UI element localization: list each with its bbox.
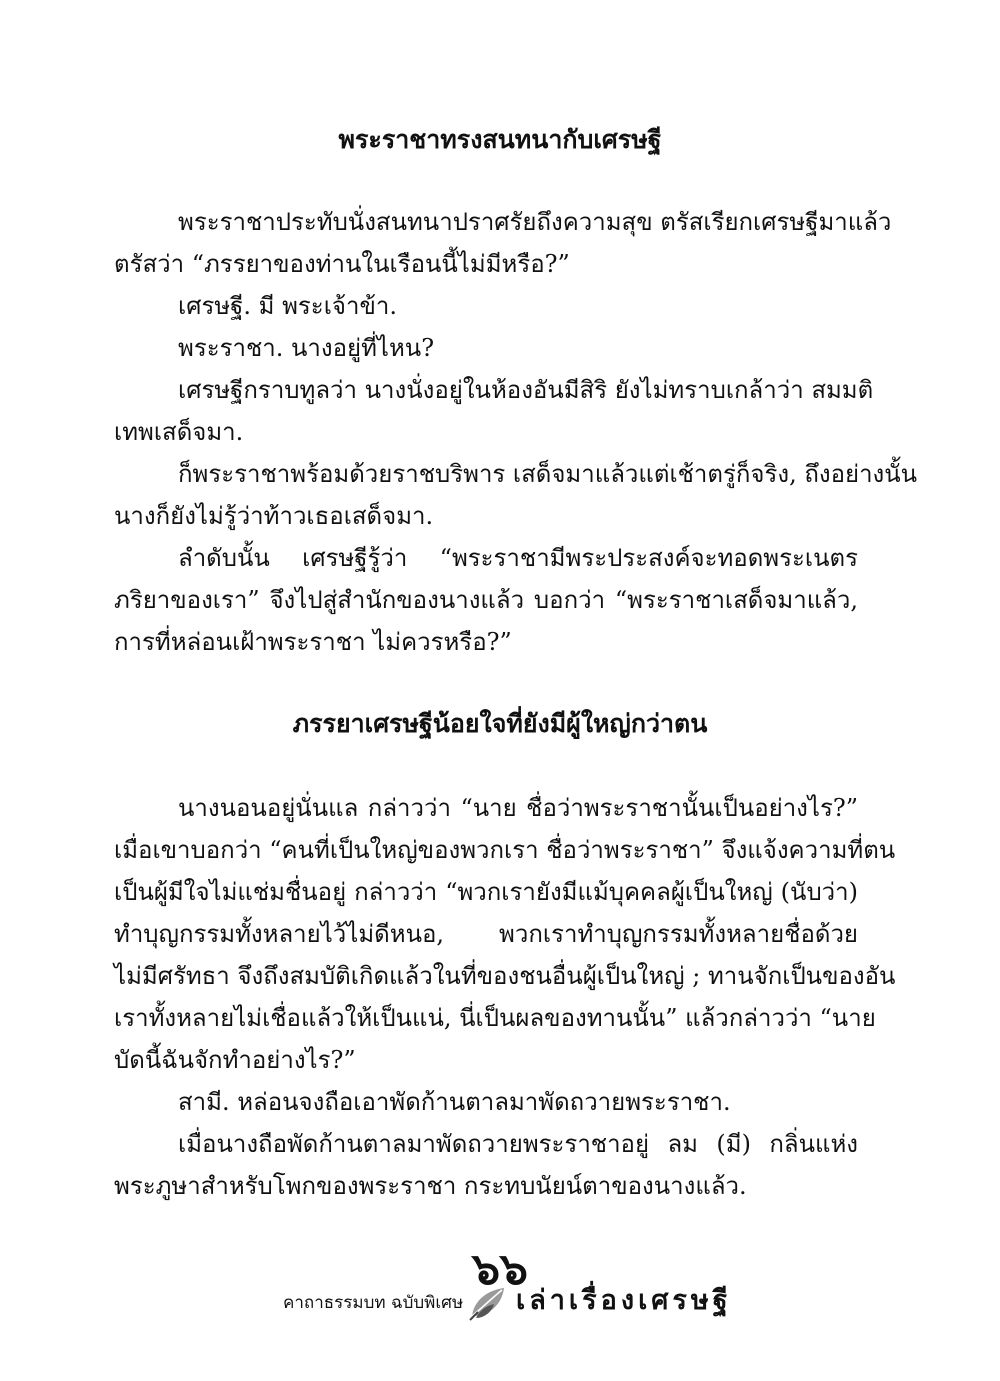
dialogue-line: สามี. หล่อนจงถือเอาพัดก้านตาลมาพัดถวายพระราชา.	[178, 1088, 731, 1116]
book-title: คาถาธรรมบท ฉบับพิเศษ	[283, 1293, 464, 1313]
paragraph-line: นางก็ยังไม่รู้ว่าท้าวเธอเสด็จมา.	[114, 502, 434, 530]
leaf-icon	[466, 1282, 512, 1322]
paragraph-line: เราทั้งหลายไม่เชื่อแล้วให้เป็นแน่, นี่เป็นผลของทานนั้น” แล้วกล่าวว่า “นาย	[114, 1004, 876, 1032]
paragraph-line: เทพเสด็จมา.	[114, 418, 244, 446]
paragraph-line: ทำบุญกรรมทั้งหลายไว้ไม่ดีหนอ, พวกเราทำบุญกรรมทั้งหลายชื่อด้วย	[114, 920, 858, 948]
paragraph-line: พระภูษาสำหรับโพกของพระราชา กระทบนัยน์ตาของนางแล้ว.	[114, 1172, 747, 1200]
section-heading-2: ภรรยาเศรษฐีน้อยใจที่ยังมีผู้ใหญ่กว่าตน	[292, 709, 708, 738]
paragraph-line: ไม่มีศรัทธา จึงถึงสมบัติเกิดแล้วในที่ของชนอื่นผู้เป็นใหญ่ ; ทานจักเป็นของอัน	[114, 962, 896, 990]
paragraph-line: ตรัสว่า “ภรรยาของท่านในเรือนนี้ไม่มีหรือ?”	[114, 250, 570, 278]
paragraph-line: ภริยาของเรา” จึงไปสู่สำนักของนางแล้ว บอกว่า “พระราชาเสด็จมาแล้ว,	[114, 586, 858, 614]
paragraph-line: เศรษฐีกราบทูลว่า นางนั่งอยู่ในห้องอันมีสิริ ยังไม่ทราบเกล้าว่า สมมติ	[178, 376, 874, 404]
paragraph-line: เป็นผู้มีใจไม่แช่มชื่นอยู่ กล่าวว่า “พวกเรายังมีแม้บุคคลผู้เป็นใหญ่ (นับว่า)	[114, 878, 858, 906]
paragraph-line: เมื่อนางถือพัดก้านตาลมาพัดถวายพระราชาอยู่ ลม (มี) กลิ่นแห่ง	[178, 1130, 858, 1158]
section-heading-1: พระราชาทรงสนทนากับเศรษฐี	[338, 125, 662, 154]
dialogue-line: พระราชา. นางอยู่ที่ไหน?	[178, 334, 435, 362]
paragraph-line: การที่หล่อนเฝ้าพระราชา ไม่ควรหรือ?”	[114, 628, 512, 656]
paragraph-line: นางนอนอยู่นั่นแล กล่าวว่า “นาย ชื่อว่าพระราชานั้นเป็นอย่างไร?”	[178, 794, 858, 822]
paragraph-line: บัดนี้ฉันจักทำอย่างไร?”	[114, 1046, 356, 1074]
series-title: เล่าเรื่องเศรษฐี	[516, 1285, 732, 1316]
paragraph-line: พระราชาประทับนั่งสนทนาปราศรัยถึงความสุข ตรัสเรียกเศรษฐีมาแล้ว	[178, 208, 892, 236]
paragraph-line: เมื่อเขาบอกว่า “คนที่เป็นใหญ่ของพวกเรา ชื่อว่าพระราชา” จึงแจ้งความที่ตน	[114, 836, 896, 864]
page-number: ๖๖	[472, 1244, 528, 1295]
dialogue-line: เศรษฐี. มี พระเจ้าข้า.	[178, 292, 397, 320]
paragraph-line: ลำดับนั้น เศรษฐีรู้ว่า “พระราชามีพระประสงค์จะทอดพระเนตร	[178, 544, 858, 572]
paragraph-line: ก็พระราชาพร้อมด้วยราชบริพาร เสด็จมาแล้วแต่เช้าตรู่ก็จริง, ถึงอย่างนั้น	[178, 460, 918, 488]
